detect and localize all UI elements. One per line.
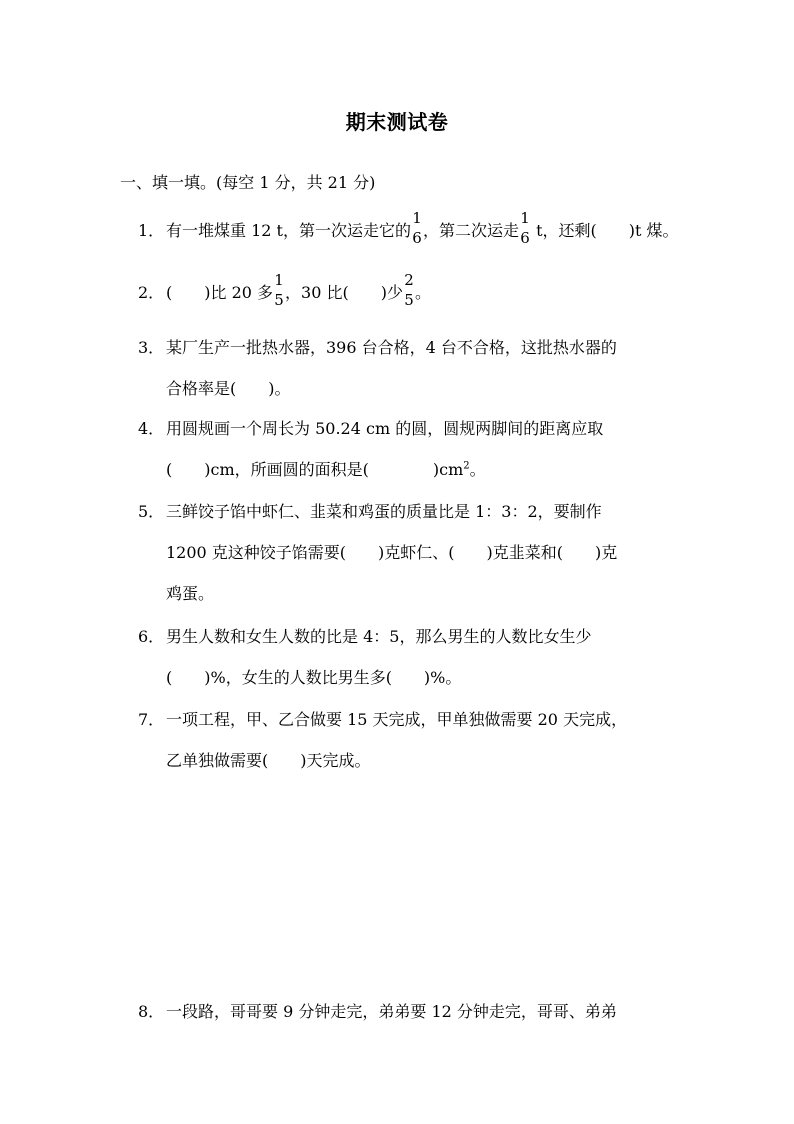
- question-1: [138, 208, 679, 247]
- question-text: 某厂生产一批热水器，396 台合格，4 台不合格，这批热水器的: [166, 338, 617, 357]
- fraction: [274, 270, 284, 309]
- question-4: [138, 417, 603, 441]
- question-6: [138, 625, 591, 649]
- fraction-denominator: 6: [412, 228, 422, 247]
- question-text: ，30 比( )少: [285, 283, 403, 302]
- question-7: [138, 708, 627, 732]
- question-number: 1．: [138, 221, 165, 240]
- question-text: 男生人数和女生人数的比是 4：5，那么男生的人数比女生少: [166, 627, 592, 646]
- question-text: ( )%，女生的人数比男生多( )%。: [166, 668, 462, 687]
- question-number: 8．: [138, 1002, 165, 1021]
- question-text: 合格率是( )。: [166, 379, 291, 398]
- question-text: t，还剩( )t 煤。: [530, 221, 679, 240]
- fraction: [412, 208, 422, 247]
- question-number: 5．: [138, 502, 165, 521]
- fraction-numerator: 1: [520, 208, 530, 227]
- question-number: 7．: [138, 710, 165, 729]
- question-text: 一段路，哥哥要 9 分钟走完，弟弟要 12 分钟走完，哥哥、弟弟: [166, 1002, 617, 1021]
- question-number: 6．: [138, 627, 165, 646]
- question-6-line-2: [166, 666, 461, 690]
- question-text: ( )比 20 多: [166, 283, 274, 302]
- question-text: 三鲜饺子馅中虾仁、韭菜和鸡蛋的质量比是 1：3：2，要制作: [166, 502, 602, 521]
- question-text: 。: [414, 283, 431, 302]
- question-7-line-2: [166, 749, 371, 773]
- fraction-numerator: 2: [404, 270, 414, 289]
- question-5: [138, 500, 602, 524]
- question-text: ，第二次运走: [422, 221, 519, 240]
- fraction-numerator: 1: [274, 270, 284, 289]
- fraction: [520, 208, 530, 247]
- question-8: [138, 1000, 617, 1024]
- fraction-denominator: 5: [404, 290, 414, 309]
- question-4-line-2: [166, 458, 486, 482]
- section-heading: 一、填一填。(每空 1 分，共 21 分): [120, 173, 376, 192]
- question-5-line-2: [166, 541, 617, 565]
- question-text: 用圆规画一个周长为 50.24 cm 的圆，圆规两脚间的距离应取: [166, 419, 604, 438]
- question-text: 。: [469, 460, 486, 479]
- question-2: [138, 270, 431, 309]
- question-number: 2．: [138, 283, 165, 302]
- question-3: [138, 336, 617, 360]
- fraction-numerator: 1: [412, 208, 422, 227]
- question-number: 3．: [138, 338, 165, 357]
- question-number: 4．: [138, 419, 165, 438]
- question-text: 有一堆煤重 12 t，第一次运走它的: [166, 221, 411, 240]
- question-text: 鸡蛋。: [166, 584, 215, 603]
- page-title: 期末测试卷: [345, 110, 449, 134]
- question-text: 乙单独做需要( )天完成。: [166, 751, 371, 770]
- fraction: [404, 270, 414, 309]
- question-3-line-2: [166, 377, 291, 401]
- question-5-line-3: [166, 582, 214, 606]
- question-text: 一项工程，甲、乙合做要 15 天完成，甲单独做需要 20 天完成，: [166, 710, 628, 729]
- question-text: 1200 克这种饺子馅需要( )克虾仁、( )克韭菜和( )克: [166, 543, 618, 562]
- fraction-denominator: 5: [274, 290, 284, 309]
- superscript: 2: [463, 460, 470, 472]
- question-text: ( )cm，所画圆的面积是( )cm: [166, 460, 464, 479]
- fraction-denominator: 6: [520, 228, 530, 247]
